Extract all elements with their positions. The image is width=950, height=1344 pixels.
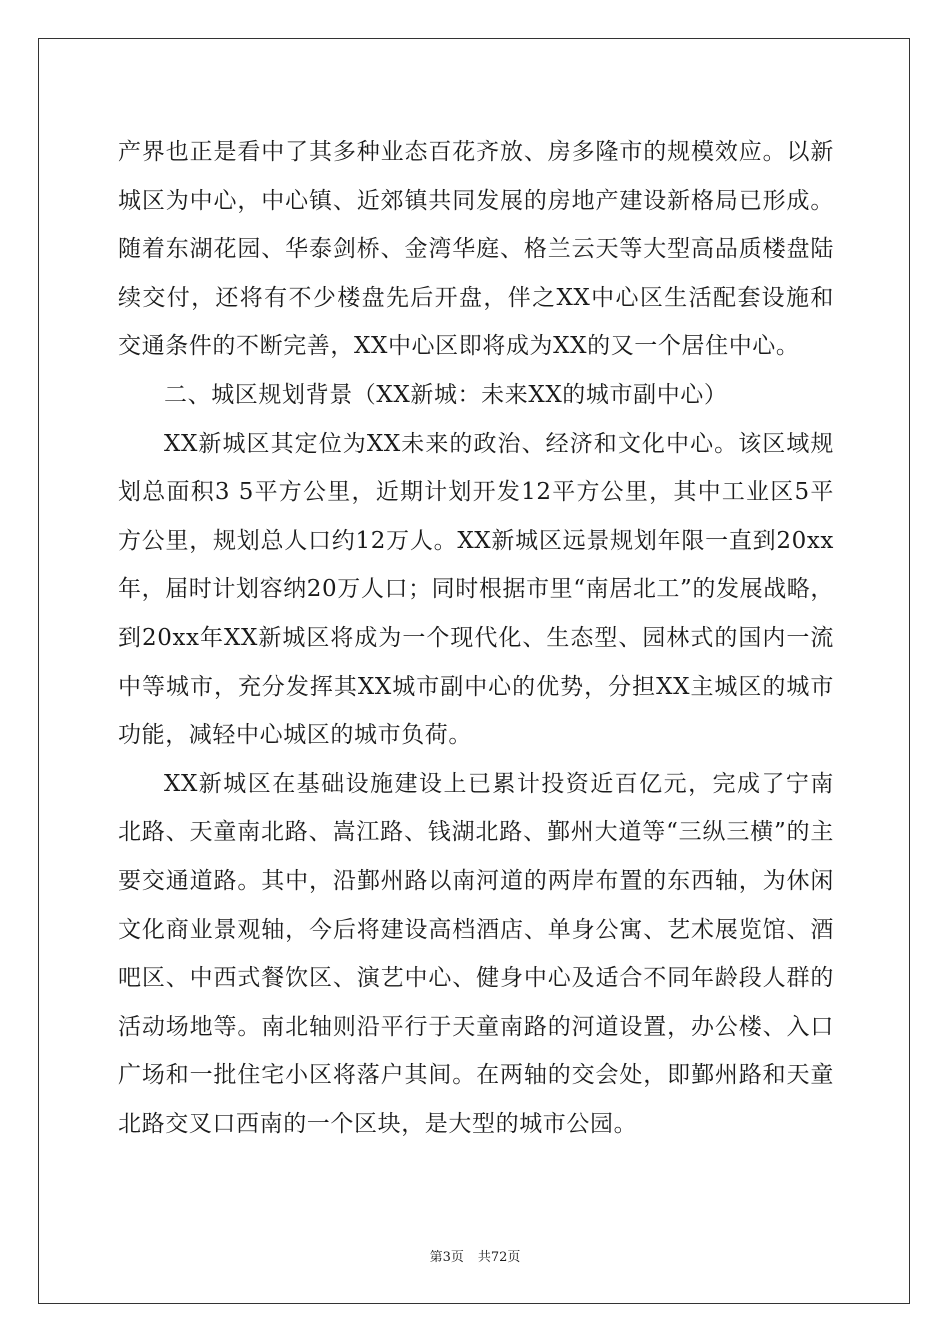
section-heading: 二、城区规划背景（XX新城：未来XX的城市副中心） <box>164 381 728 408</box>
page-footer <box>0 1246 950 1265</box>
paragraph-positioning: XX新城区其定位为XX未来的政治、经济和文化中心。该区域规划总面积3 5平方公里，近期计划开发12平方公里，其中工业区5平方公里，规划总人口约12万人。XX新城区远景规划年限一直到20xx年，届时计划容纳20万人口；同时根据市里“南居北工”的发展战略，到20xx年XX新城区将成为一个现代化、生态型、园林式的国内一流中等城市，充分发挥其XX城市副中心的优势，分担XX主城区的城市功能，减轻中心城区的城市负荷。 <box>118 430 834 749</box>
paragraph-infrastructure: XX新城区在基础设施建设上已累计投资近百亿元，完成了宁南北路、天童南北路、嵩江路、钱湖北路、鄞州大道等“三纵三横”的主要交通道路。其中，沿鄞州路以南河道的两岸布置的东西轴，为休闲文化商业景观轴，今后将建设高档酒店、单身公寓、艺术展览馆、酒吧区、中西式餐饮区、演艺中心、健身中心及适合不同年龄段人群的活动场地等。南北轴则沿平行于天童南路的河道设置，办公楼、入口广场和一批住宅小区将落户其间。在两轴的交会处，即鄞州路和天童北路交叉口西南的一个区块，是大型的城市公园。 <box>118 770 834 1137</box>
document-body <box>118 128 834 1148</box>
page-total: 共72页 <box>477 1250 521 1265</box>
page-number: 第3页 <box>429 1250 464 1265</box>
paragraph-continuation: 产界也正是看中了其多种业态百花齐放、房多隆市的规模效应。以新城区为中心，中心镇、近郊镇共同发展的房地产建设新格局已形成。随着东湖花园、华泰剑桥、金湾华庭、格兰云天等大型高品质楼盘陆续交付，还将有不少楼盘先后开盘，伴之XX中心区生活配套设施和交通条件的不断完善，XX中心区即将成为XX的又一个居住中心。 <box>118 139 834 360</box>
